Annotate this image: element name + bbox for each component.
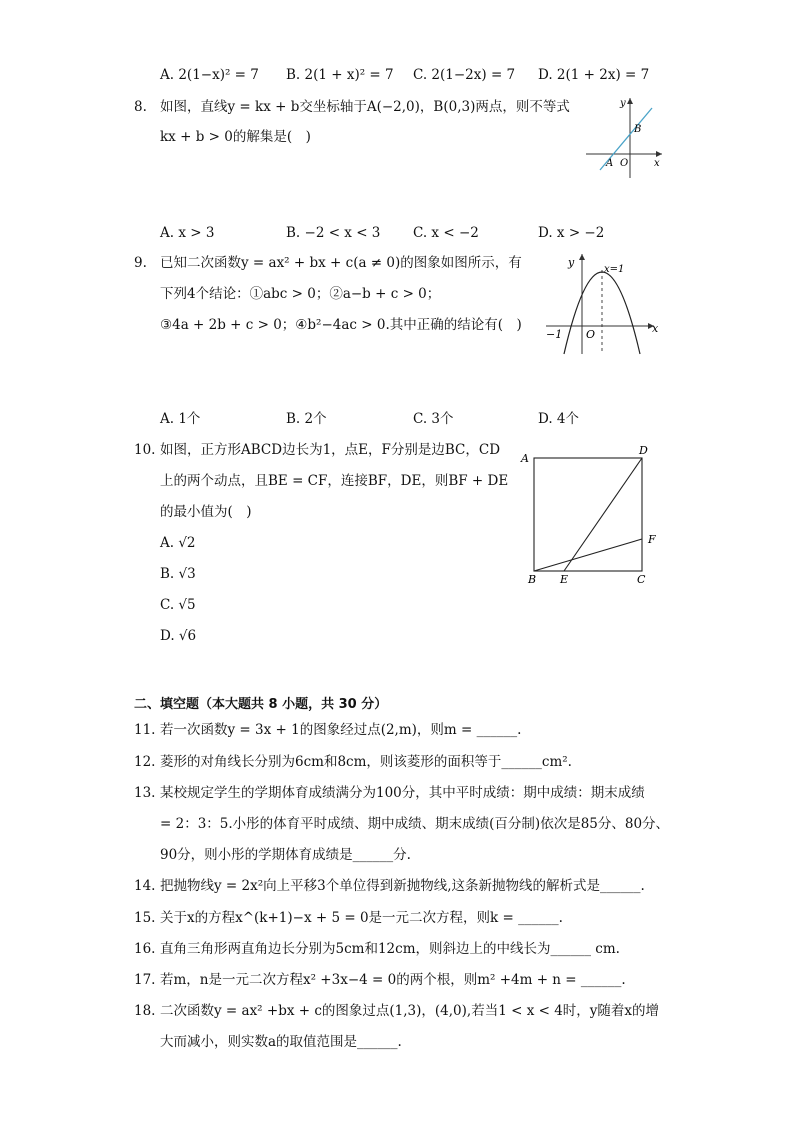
q18-number: 18. [134, 1003, 156, 1019]
q10-text-line1: 如图，正方形ABCD边长为1，点E，F分别是边BC，CD [160, 442, 501, 458]
q8-y-arrow [627, 98, 633, 104]
q14-text: 把抛物线y = 2x²向上平移3个单位得到新抛物线,这条新抛物线的解析式是______. [160, 878, 645, 894]
section-title: 二、填空题（本大题共 8 小题，共 30 分） [134, 697, 388, 712]
q16-number: 16. [134, 941, 156, 957]
q10-option-a: A. √2 [160, 535, 196, 551]
q11-number: 11. [134, 722, 156, 738]
q10-option-c: C. √5 [160, 597, 196, 613]
q13-number: 13. [134, 785, 156, 801]
q13-text-line3: 90分，则小彤的学期体育成绩是______分. [160, 847, 411, 863]
q8-option-a: A. x > 3 [160, 225, 215, 241]
q10-square [534, 458, 642, 571]
q10-segment-bf [534, 539, 642, 571]
q15-number: 15. [134, 910, 156, 926]
q18-text-line2: 大而减小，则实数a的取值范围是______. [160, 1034, 402, 1050]
q8-figure [582, 96, 668, 180]
q9-label-y: y [568, 256, 575, 269]
q8-option-d: D. x > −2 [538, 225, 605, 241]
q13-text-line1: 某校规定学生的学期体育成绩满分为100分，其中平时成绩：期中成绩：期末成绩 [160, 785, 645, 801]
q10-number: 10. [134, 442, 156, 458]
q8-text-line1: 如图，直线y = kx + b交坐标轴于A(−2,0)，B(0,3)两点，则不等式 [160, 99, 570, 115]
q10-segment-de [564, 458, 642, 571]
q7-option-b: B. 2(1 + x)² = 7 [286, 67, 394, 83]
q9-y-arrow [579, 254, 585, 260]
q9-option-d: D. 4个 [538, 411, 580, 427]
q10-label-c: C [637, 573, 646, 586]
q8-option-c: C. x < −2 [413, 225, 479, 241]
q8-label-y: y [620, 98, 626, 109]
q9-text-line1: 已知二次函数y = ax² + bx + c(a ≠ 0)的图象如图所示，有 [160, 255, 522, 271]
q8-x-arrow [656, 151, 662, 157]
q8-option-b: B. −2 < x < 3 [286, 225, 381, 241]
q8-text-line2: kx + b > 0的解集是( ) [160, 129, 311, 145]
q8-label-o: O [620, 158, 629, 169]
q17-text: 若m，n是一元二次方程x² +3x−4 = 0的两个根，则m² +4m + n = ______. [160, 972, 626, 988]
q8-label-x: x [654, 158, 660, 169]
q15-text: 关于x的方程x^(k+1)−x + 5 = 0是一元二次方程，则k = ______. [160, 910, 563, 926]
q9-option-a: A. 1个 [160, 411, 201, 427]
q10-figure [518, 442, 666, 588]
q7-option-d: D. 2(1 + 2x) = 7 [538, 67, 650, 83]
q10-label-e: E [560, 573, 569, 586]
q10-label-b: B [528, 573, 537, 586]
q16-text: 直角三角形两直角边长分别为5cm和12cm，则斜边上的中线长为______ cm. [160, 941, 620, 957]
q14-number: 14. [134, 878, 156, 894]
q8-number: 8. [134, 99, 147, 115]
q12-text: 菱形的对角线长分别为6cm和8cm，则该菱形的面积等于______cm². [160, 754, 572, 770]
q9-text-line2: 下列4个结论：①abc > 0；②a−b + c > 0； [160, 286, 441, 302]
q10-label-d: D [639, 444, 648, 457]
q10-text-line2: 上的两个动点，且BE = CF，连接BF，DE，则BF + DE [160, 473, 509, 489]
q9-option-c: C. 3个 [413, 411, 454, 427]
q10-option-b: B. √3 [160, 566, 196, 582]
q9-text-line3: ③4a + 2b + c > 0；④b²−4ac > 0.其中正确的结论有( ) [160, 317, 522, 333]
q18-text-line1: 二次函数y = ax² +bx + c的图象过点(1,3)，(4,0),若当1 < x < 4时，y随着x的增 [160, 1003, 660, 1019]
q11-text: 若一次函数y = 3x + 1的图象经过点(2,m)，则m = ______. [160, 722, 522, 738]
q12-number: 12. [134, 754, 156, 770]
q9-number: 9. [134, 255, 147, 271]
q9-figure [540, 250, 665, 358]
q9-label-neg1: −1 [546, 328, 563, 341]
q8-label-b: B [634, 124, 642, 135]
q9-label-axis: x=1 [604, 264, 625, 275]
q10-option-d: D. √6 [160, 628, 197, 644]
q9-label-o: O [586, 328, 596, 341]
q10-label-a: A [521, 452, 529, 465]
q7-option-a: A. 2(1−x)² = 7 [160, 67, 259, 83]
q9-option-b: B. 2个 [286, 411, 327, 427]
q13-text-line2: = 2：3：5.小彤的体育平时成绩、期中成绩、期末成绩(百分制)依次是85分、80分、 [160, 816, 670, 832]
q17-number: 17. [134, 972, 156, 988]
q10-text-line3: 的最小值为( ) [160, 504, 252, 520]
q8-label-a: A [606, 158, 614, 169]
q7-option-c: C. 2(1−2x) = 7 [413, 67, 516, 83]
q9-label-x: x [652, 322, 659, 335]
q10-label-f: F [648, 533, 656, 546]
